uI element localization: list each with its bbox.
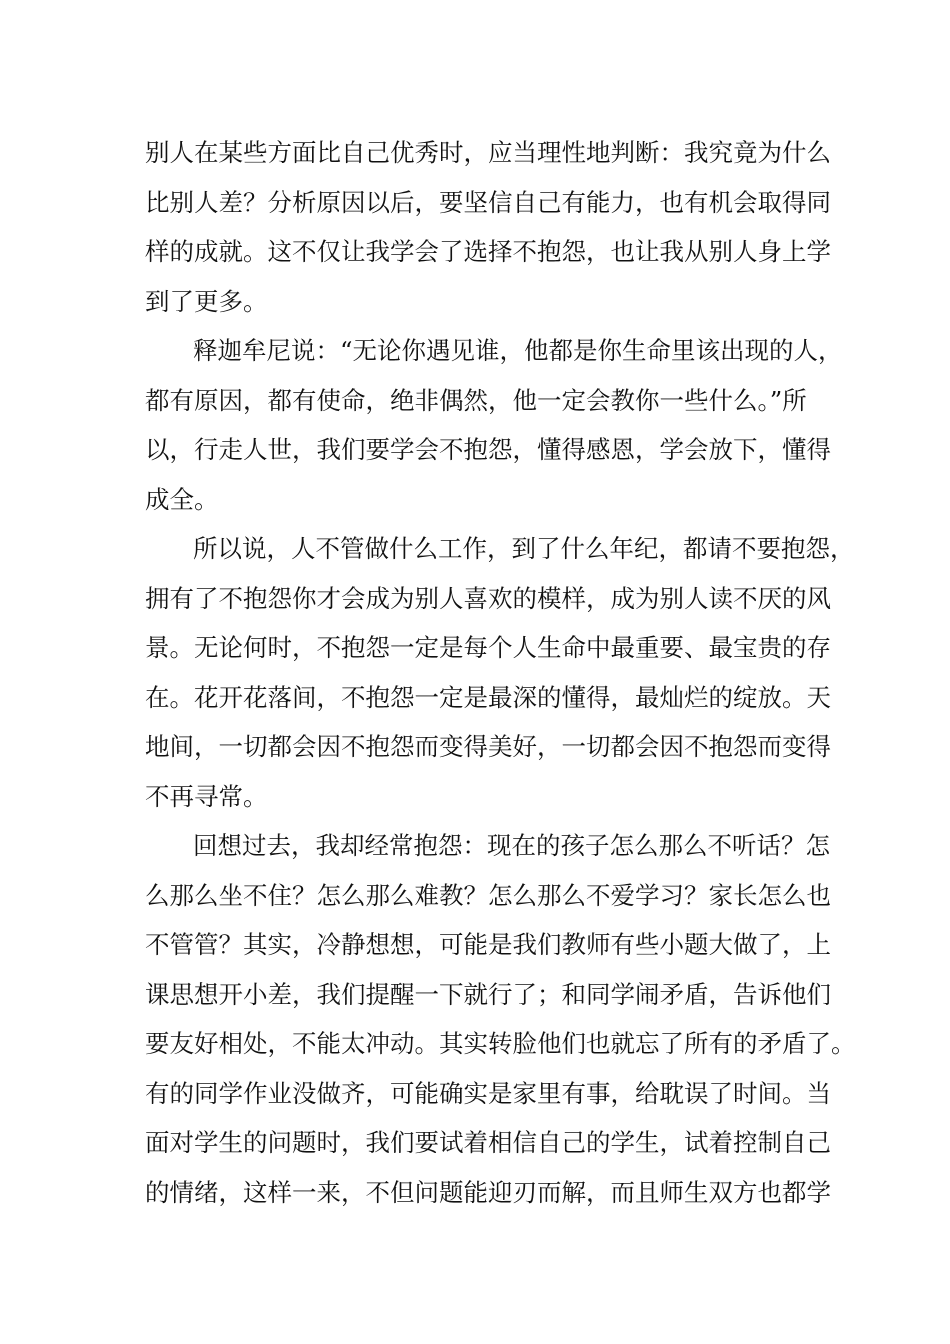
paragraph-2: [145, 326, 843, 524]
text-line: 都有原因，都有使命，绝非偶然，他一定会教你一些什么。”所: [145, 385, 807, 415]
text-line: 释迦牟尼说：“无论你遇见谁，他都是你生命里该出现的人，: [193, 336, 843, 365]
text-line: 样的成就。这不仅让我学会了选择不抱怨，也让我从别人身上学: [145, 237, 831, 266]
text-line: 么那么坐不住？怎么那么难教？怎么那么不爱学习？家长怎么也: [145, 880, 831, 910]
text-line: 以，行走人世，我们要学会不抱怨，懂得感恩，学会放下，懂得: [145, 435, 831, 464]
text-line: 回想过去，我却经常抱怨：现在的孩子怎么那么不听话？怎: [193, 831, 830, 860]
text-line: 不再寻常。: [145, 781, 268, 811]
text-line: 所以说，人不管做什么工作，到了什么年纪，都请不要抱怨，: [193, 534, 855, 563]
text-line: 的情绪，这样一来，不但问题能迎刃而解，而且师生双方也都学: [145, 1177, 831, 1207]
text-line: 到了更多。: [145, 286, 268, 316]
text-line: 要友好相处，不能太冲动。其实转脸他们也就忘了所有的矛盾了。: [145, 1029, 856, 1058]
text-line: 景。无论何时，不抱怨一定是每个人生命中最重要、最宝贵的存: [145, 633, 831, 662]
paragraph-4: [145, 821, 856, 1217]
paragraph-1: [145, 128, 831, 326]
text-line: 面对学生的问题时，我们要试着相信自己的学生，试着控制自己: [145, 1128, 831, 1157]
text-line: 在。花开花落间，不抱怨一定是最深的懂得，最灿烂的绽放。天: [145, 682, 831, 712]
paragraph-3: [145, 524, 855, 821]
text-line: 比别人差？分析原因以后，要坚信自己有能力，也有机会取得同: [145, 187, 831, 217]
text-line: 不管管？其实，冷静想想，可能是我们教师有些小题大做了，上: [145, 930, 831, 959]
text-line: 拥有了不抱怨你才会成为别人喜欢的模样，成为别人读不厌的风: [145, 583, 831, 613]
text-line: 课思想开小差，我们提醒一下就行了；和同学闹矛盾，告诉他们: [145, 979, 831, 1009]
document-body: [145, 128, 856, 1217]
text-line: 有的同学作业没做齐，可能确实是家里有事，给耽误了时间。当: [145, 1078, 831, 1108]
text-line: 地间，一切都会因不抱怨而变得美好，一切都会因不抱怨而变得: [145, 732, 831, 761]
text-line: 成全。: [145, 484, 219, 514]
text-line: 别人在某些方面比自己优秀时，应当理性地判断：我究竟为什么: [145, 138, 831, 167]
